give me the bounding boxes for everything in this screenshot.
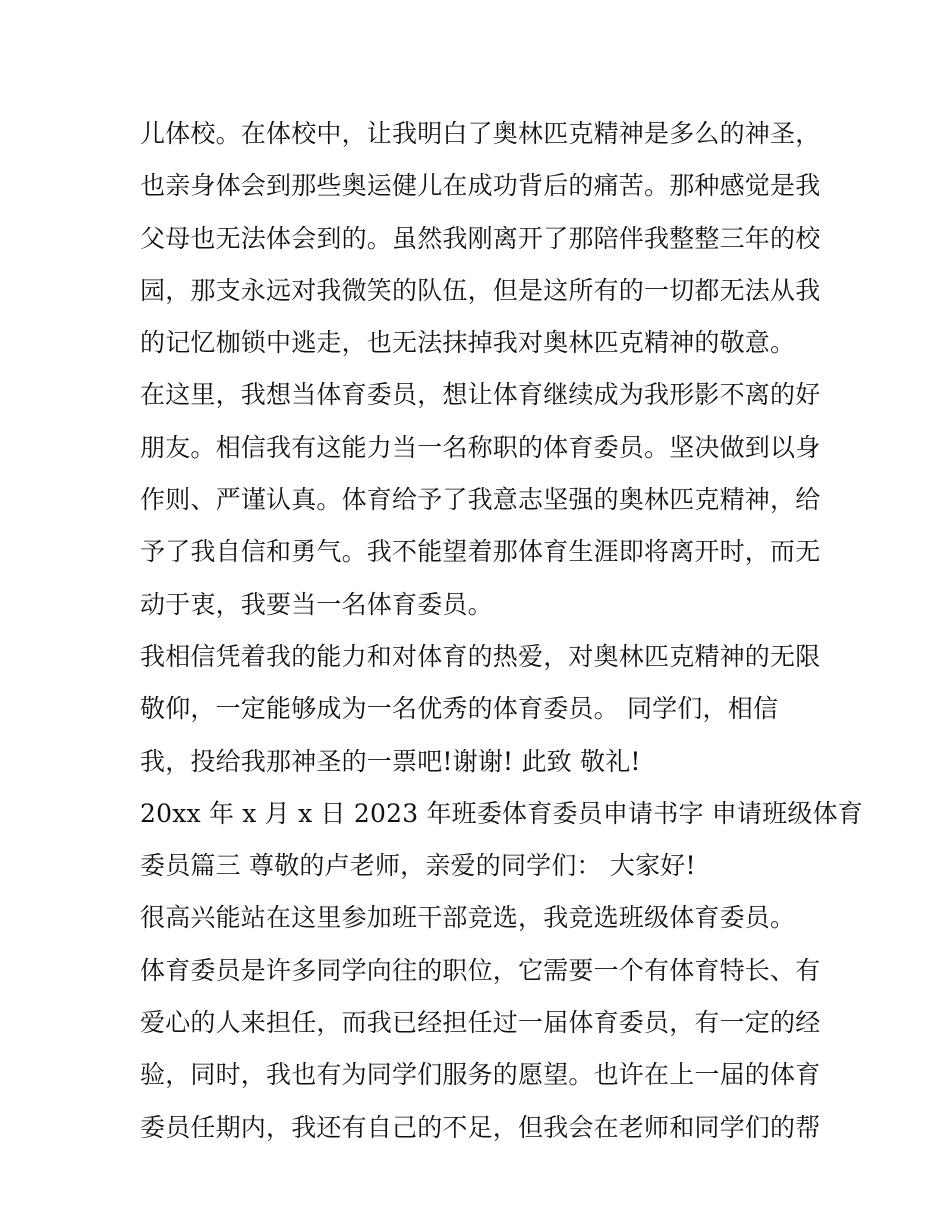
text-line-6: 在这里，我想当体育委员，想让体育继续成为我形影不离的好: [140, 380, 821, 410]
text-line-1: 儿体校。在体校中，让我明白了奥林匹克精神是多么的神圣，: [140, 119, 821, 148]
text-line-8: 作则、严谨认真。体育给予了我意志坚强的奥林匹克精神，给: [140, 485, 821, 515]
text-line-16: 很高兴能站在这里参加班干部竞选，我竞选班级体育委员。: [140, 903, 796, 933]
text-line-13: 我，投给我那神圣的一票吧!谢谢! 此致 敬礼!: [140, 746, 641, 776]
text-line-7: 朋友。相信我有这能力当一名称职的体育委员。坚决做到以身: [140, 432, 821, 462]
text-line-15: 委员篇三 尊敬的卢老师，亲爱的同学们： 大家好!: [140, 851, 696, 881]
text-line-2: 也亲身体会到那些奥运健儿在成功背后的痛苦。那种感觉是我: [140, 171, 821, 201]
text-line-9: 予了我自信和勇气。我不能望着那体育生涯即将离开时，而无: [140, 537, 821, 567]
text-line-19: 验，同时，我也有为同学们服务的愿望。也许在上一届的体育: [140, 1060, 821, 1090]
text-line-5: 的记忆枷锁中逃走，也无法抹掉我对奥林匹克精神的敬意。: [140, 328, 796, 358]
text-line-14: 20xx 年 x 月 x 日 2023 年班委体育委员申请书字 申请班级体育: [140, 798, 864, 828]
text-line-20: 委员任期内，我还有自己的不足，但我会在老师和同学们的帮: [140, 1112, 821, 1142]
text-line-18: 爱心的人来担任，而我已经担任过一届体育委员，有一定的经: [140, 1008, 821, 1038]
text-line-11: 我相信凭着我的能力和对体育的热爱，对奥林匹克精神的无限: [140, 641, 821, 671]
text-line-10: 动于衷，我要当一名体育委员。: [140, 589, 493, 619]
text-line-3: 父母也无法体会到的。虽然我刚离开了那陪伴我整整三年的校: [140, 223, 821, 253]
body-text: [140, 108, 864, 1154]
text-line-12: 敬仰，一定能够成为一名优秀的体育委员。 同学们，相信: [140, 694, 779, 724]
text-line-4: 园，那支永远对我微笑的队伍，但是这所有的一切都无法从我: [140, 275, 821, 305]
text-line-17: 体育委员是许多同学向往的职位，它需要一个有体育特长、有: [140, 955, 821, 985]
